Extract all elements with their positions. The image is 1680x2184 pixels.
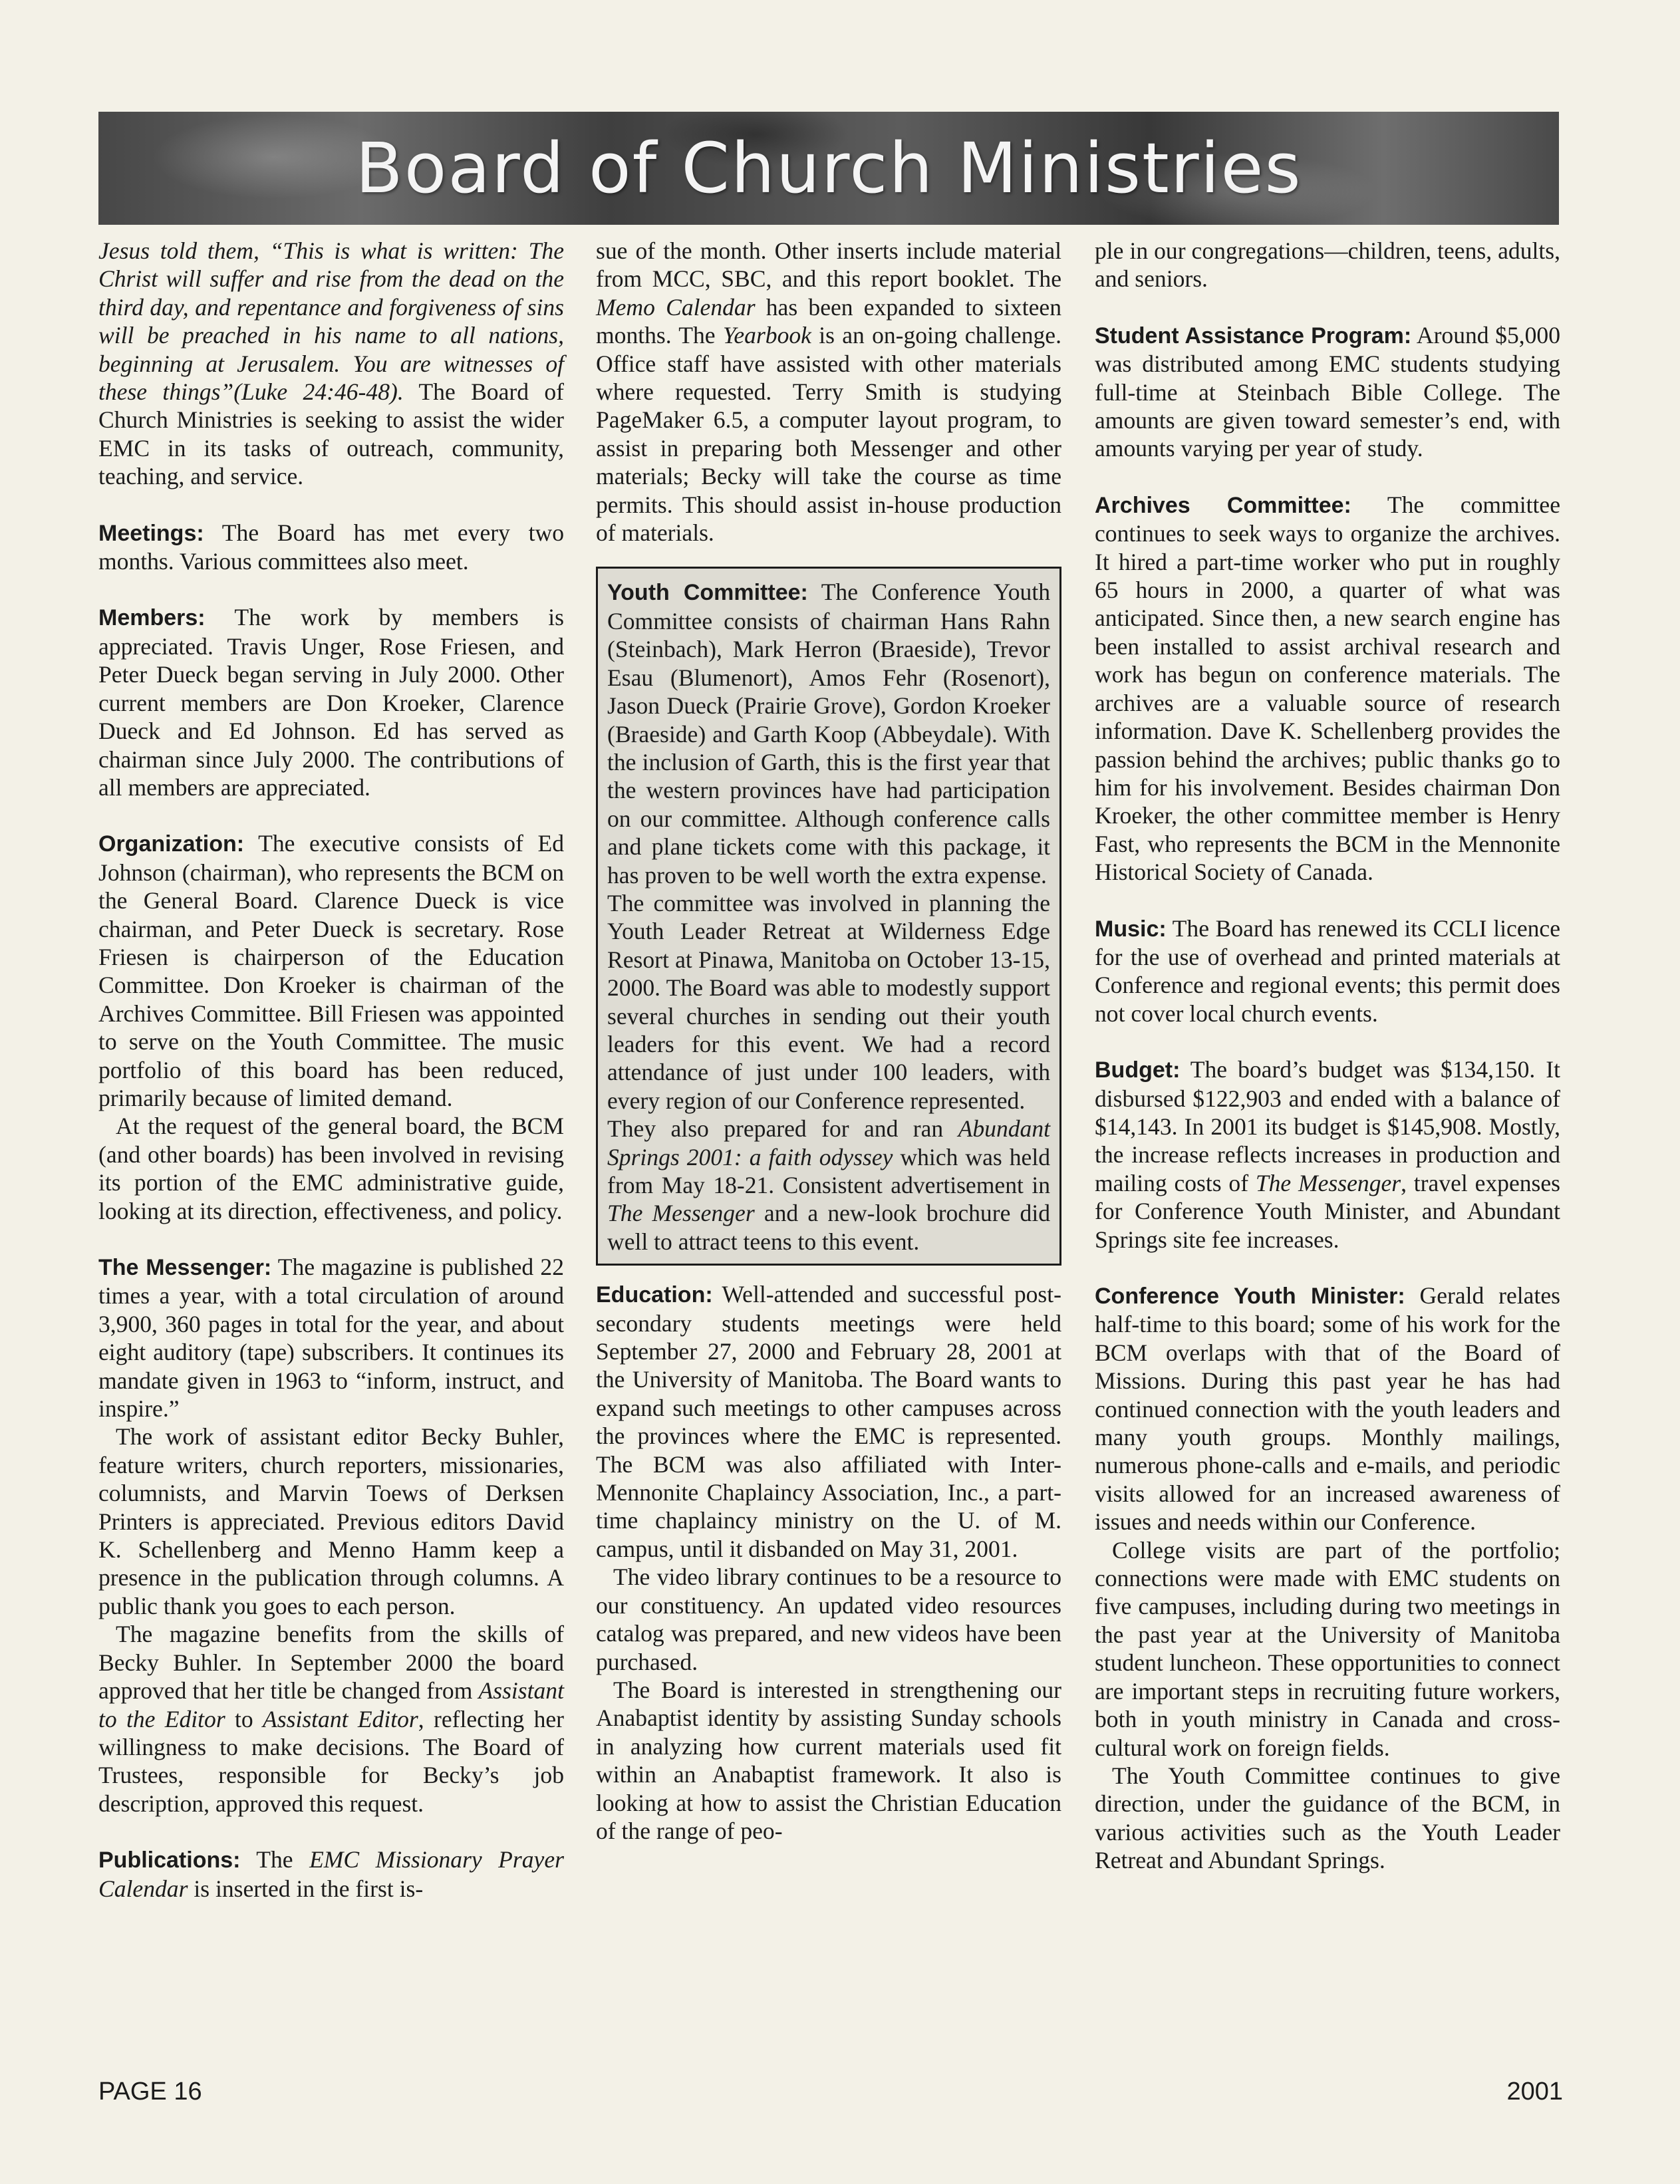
- members-heading: Members:: [98, 605, 206, 631]
- intro-paragraph: [98, 237, 564, 491]
- youth-minister-heading: Conference Youth Minister:: [1095, 1284, 1405, 1309]
- youth-heading: Youth Committee:: [607, 580, 808, 606]
- archives-heading: Archives Committee:: [1095, 492, 1351, 518]
- page-year: 2001: [1506, 2078, 1563, 2106]
- meetings-heading: Meetings:: [98, 520, 204, 546]
- youth-minister-section: [1095, 1282, 1560, 1536]
- messenger-section: [98, 1253, 564, 1423]
- budget-heading: Budget:: [1095, 1057, 1181, 1083]
- messenger-title: The Messenger: [607, 1200, 755, 1227]
- budget-section: [1095, 1055, 1560, 1254]
- organization-text-2: At the request of the general board, the BCM (and other boards) has been involved in revising its portion of the EMC administrative guide, looking at its direction, effectiveness, and policy.: [98, 1113, 564, 1224]
- publications-continued: [596, 237, 1061, 547]
- education-section: [596, 1280, 1061, 1563]
- youth-text-2: The committee was involved in planning the Youth Leader Retreat at Wilderness Edge Resort at Pinawa, Manitoba on October 13-15, 2000. The Board was able to modestly support several churches in sending out their youth leaders for this event. We had a record attendance of just under 100 leaders, with every region of our Conference represented.: [607, 889, 1050, 1114]
- messenger-heading: The Messenger:: [98, 1255, 272, 1280]
- messenger-text-3a: The magazine benefits from the skills of Becky Buhler. In September 2000 the board approved that her title be changed from: [98, 1621, 564, 1705]
- education-text-2: The video library continues to be a resource to our constituency. An updated video resources catalog was prepared, and new videos have been purchased.: [596, 1564, 1061, 1675]
- publications-section: [98, 1845, 564, 1903]
- education-text: Well-attended and successful post-secondary students meetings were held September 27, 2000 and February 28, 2001 at the University of Manitoba. The Board wants to expand such meetings to other campuses across the provinces where the EMC is represented. The BCM was also affiliated with Inter-Mennonite Chaplaincy Association, Inc., a part-time chaplaincy ministry on the U. of M. campus, until it disbanded on May 31, 2001.: [596, 1281, 1061, 1562]
- title-new: Assistant Editor: [263, 1705, 418, 1732]
- memo-calendar-title: Memo Calendar: [596, 293, 756, 321]
- meetings-section: [98, 519, 564, 576]
- yearbook-title: Yearbook: [722, 322, 811, 349]
- publications-text-a: The: [240, 1846, 310, 1873]
- column-3: [1095, 237, 1560, 1875]
- archives-section: [1095, 491, 1560, 887]
- members-text: The work by members is appreciated. Travis Unger, Rose Friesen, and Peter Dueck began serving in July 2000. Other current members are Don Kroeker, Clarence Dueck and Ed Johnson. Ed has served as chairman since July 2000. The contributions of all members are appreciated.: [98, 604, 564, 801]
- meetings-text: The Board has met every two months. Various committees also meet.: [98, 519, 564, 575]
- education-text-3: The Board is interested in strengthening our Anabaptist identity by assisting Sunday schools in analyzing how current materials used fit within an Anabaptist framework. It also is looking at how to assist the Christian Education of the range of peo-: [596, 1676, 1061, 1844]
- column-1: [98, 237, 564, 1903]
- youth-minister-text-3: The Youth Committee continues to give direction, under the guidance of the BCM, in various activities such as the Youth Leader Retreat and Abundant Springs.: [1095, 1762, 1560, 1874]
- budget-text-b: , travel expenses for Conference Youth Minister, and Abundant Springs site fee increases.: [1095, 1169, 1561, 1253]
- intro-quote: Jesus told them, “This is what is written: The Christ will suffer and rise from the dead on the third day, and repentance and forgiveness of sins will be preached in his name to all nations, beginning at Jerusalem. You are witnesses of these things”(Luke 24:46-48).: [98, 237, 564, 406]
- messenger-text-3: [98, 1620, 564, 1818]
- student-assistance-text: Around $5,000 was distributed among EMC students studying full-time at Steinbach Bible College. The amounts are given toward semester’s end, with amounts varying per year of study.: [1095, 321, 1560, 462]
- banner-title: Board of Church Ministries: [355, 128, 1302, 209]
- student-assistance-heading: Student Assistance Program:: [1095, 323, 1412, 348]
- youth-minister-text: Gerald relates half-time to this board; some of his work for the BCM overlaps with that of the Board of Missions. During this past year he has had continued connection with the youth leaders and many youth groups. Monthly mailings, numerous phone-calls and e-mails, and periodic visits allowed for an increased awareness of issues and needs within our Conference.: [1095, 1282, 1560, 1536]
- members-section: [98, 603, 564, 801]
- messenger-text-3b: to: [225, 1705, 263, 1732]
- youth-minister-text-2: College visits are part of the portfolio; connections were made with EMC students on five campuses, including during two meetings in the past year at the University of Manitoba student luncheon. These opportunities to connect are important steps in recruiting future workers, both in youth ministry in Canada and cross-cultural work on foreign fields.: [1095, 1536, 1560, 1761]
- intro-text: The Board of Church Ministries is seeking to assist the wider EMC in its tasks of outreach, community, teaching, and service.: [98, 378, 564, 490]
- organization-section: [98, 829, 564, 1112]
- title-old: Assistant to the Editor: [98, 1677, 564, 1732]
- organization-text: The executive consists of Ed Johnson (chairman), who represents the BCM on the General Board. Clarence Dueck is vice chairman, and Peter Dueck is secretary. Rose Friesen is chairperson of the Education Committee. Don Kroeker is chairman of the Archives Committee. Bill Friesen was appointed to serve on the Youth Committee. The music portfolio of this board has been reduced, primarily because of limited demand.: [98, 830, 564, 1111]
- page-number: PAGE 16: [98, 2078, 202, 2106]
- student-assistance-section: [1095, 321, 1560, 463]
- publications-heading: Publications:: [98, 1847, 241, 1873]
- education-heading: Education:: [596, 1282, 713, 1308]
- music-section: [1095, 914, 1560, 1028]
- messenger-text: The magazine is published 22 times a year, with a total circulation of around 3,900, 360 pages in total for the year, and about eight auditory (tape) subscribers. It continues its mandate given in 1963 to “inform, instruct, and inspire.”: [98, 1254, 565, 1423]
- education-continued: ple in our congregations—children, teens, adults, and seniors.: [1095, 237, 1560, 293]
- column-2: [596, 237, 1061, 1845]
- youth-committee-box: [596, 567, 1061, 1266]
- budget-text-a: The board’s budget was $134,150. It disbursed $122,903 and ended with a balance of $14,143. In 2001 its budget is $145,908. Mostly, the increase reflects increases in production and mailing costs of: [1095, 1056, 1560, 1196]
- messenger-text-3c: , reflecting her willingness to make decisions. The Board of Trustees, responsible for Becky’s job description, approved this request.: [98, 1705, 565, 1817]
- music-text: The Board has renewed its CCLI licence for the use of overhead and printed materials at Conference and regional events; this permit does not cover local church events.: [1095, 914, 1560, 1027]
- pub-cont-c: is an on-going challenge. Office staff have assisted with other materials where requested. Terry Smith is studying PageMaker 6.5, a computer layout program, to assist in preparing both Messenger and other materials; Becky will take the course as time permits. This should assist in-house production of materials.: [596, 322, 1061, 547]
- youth-text-3c: and a new-look brochure did well to attract teens to this event.: [607, 1200, 1050, 1255]
- youth-section: [607, 578, 1050, 888]
- page-banner: [98, 112, 1559, 225]
- youth-text-3a: They also prepared for and ran: [607, 1115, 958, 1143]
- abundant-springs-title: Abundant Springs 2001: a faith odyssey: [607, 1115, 1050, 1170]
- organization-heading: Organization:: [98, 831, 245, 857]
- youth-text-3b: which was held from May 18-21. Consistent advertisement in: [607, 1143, 1050, 1198]
- pub-cont-b: has been expanded to sixteen months. The: [596, 293, 1062, 349]
- publications-text-b: is inserted in the first is-: [188, 1875, 424, 1902]
- youth-text: The Conference Youth Committee consists of chairman Hans Rahn (Steinbach), Mark Herron (Braeside), Trevor Esau (Blumenort), Amos Fehr (Rosenort), Jason Dueck (Prairie Grove), Gordon Kroeker (Braeside) and Garth Koop (Abbeydale). With the inclusion of Garth, this is the first year that the western provinces have had participation on our committee. Although conference calls and plane tickets come with this package, it has proven to be well worth the extra expense.: [607, 579, 1050, 888]
- music-heading: Music:: [1095, 916, 1167, 942]
- budget-messenger-title: The Messenger: [1255, 1169, 1401, 1196]
- pub-cont-a: sue of the month. Other inserts include material from MCC, SBC, and this report booklet. The: [596, 237, 1061, 293]
- youth-text-3: [607, 1115, 1050, 1256]
- messenger-text-2: The work of assistant editor Becky Buhler, feature writers, church reporters, missionaries, columnists, and Marvin Toews of Derksen Printers is appreciated. Previous editors David K. Schellenberg and Menno Hamm keep a presence in the publication through columns. A public thank you goes to each person.: [98, 1423, 564, 1619]
- prayer-calendar-title: EMC Missionary Prayer Calendar: [98, 1846, 564, 1902]
- archives-text: The committee continues to seek ways to organize the archives. It hired a part-time worker who put in roughly 65 hours in 2000, a quarter of what was anticipated. Since then, a new search engine has been installed to assist archival research and work has begun on conference materials. The archives are a valuable source of research information. Dave K. Schellenberg provides the passion behind the archives; public thanks go to him for his involvement. Besides chairman Don Kroeker, the other committee member is Henry Fast, who represents the BCM in the Mennonite Historical Society of Canada.: [1095, 491, 1560, 886]
